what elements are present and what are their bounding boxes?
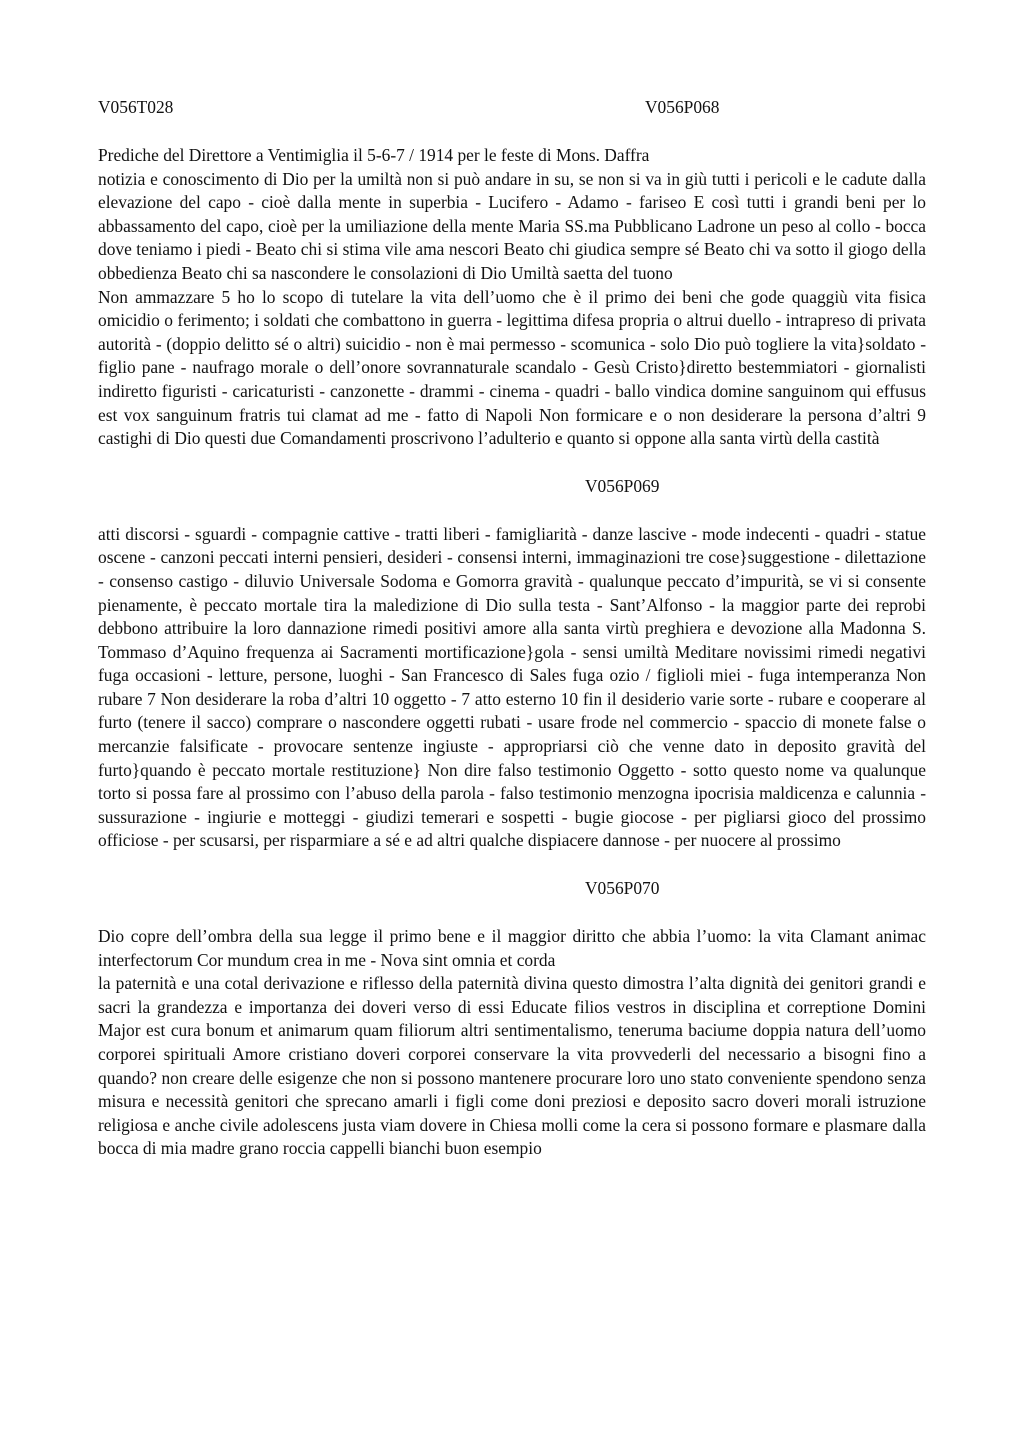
page-code-070: V056P070 [585,878,660,899]
sermon-title: Prediche del Direttore a Ventimiglia il 5-6-7 / 1914 per le feste di Mons. Daffra [98,145,650,165]
document-code: V056T028 [98,97,174,117]
paragraph-chastity-theft-testimony: atti discorsi - sguardi - compagnie cattive - tratti liberi - famigliarità - danze lascive - mode indecenti - quadri - statue oscene - canzoni peccati interni pensieri, desideri - consensi interni, immaginazioni tre cose}suggestione - dilettazione - consenso castigo - diluvio Universale Sodoma e Gomorra gravità - qualunque peccato d’impurità, se vi si consente pienamente, è peccato mortale tira la maledizione di Dio sulla testa - Sant’Alfonso - la maggior parte dei reprobi debbono attribuire la loro dannazione rimedi positivi amore alla santa virtù preghiera e devozione alla Madonna S. Tommaso d’Aquino frequenza ai Sacramenti mortificazione}gola - sensi umiltà Meditare novissimi rimedi negativi fuga occasioni - letture, persone, luoghi - San Francesco di Sales fuga ozio / figlioli miei - fuga intemperanza Non rubare 7 Non desiderare la roba d’altri 10 oggetto - 7 atto esterno 10 fin il desiderio varie sorte - rubare e cooperare al furto (tenere il sacco) comprare o nascondere oggetti rubati - usare frode nel commercio - spaccio di monete false o mercanzie falsificate - provocare sentenze ingiuste - appropriarsi ciò che venne dato in deposito gravità del furto}quando è peccato mortale restituzione} Non dire falso testimonio Oggetto - sotto questo nome va qualunque torto si possa fare al prossimo con l’abuso della parola - falso testimonio menzogna ipocrisia maldicenza e calunnia - sussurazione - ingiurie e motteggi - giudizi temerari e sospetti - bugie giocose - per pigliarsi gioco del prossimo officiose - per scusarsi, per risparmiare a sé e ad altri qualche dispiacere dannose - per nuocere al prossimo [98,523,926,851]
paragraph-humility: notizia e conoscimento di Dio per la umiltà non si può andare in su, se non si va in giù tutti i pericoli e le cadute dalla elevazione del capo - cioè dalla mente in superbia - Lucifero - Adamo - fariseo E così tutti i grandi beni per lo abbassamento del capo, cioè per la umiliazione della mente Maria SS.ma Pubblicano Ladrone un peso al collo - bocca dove teniamo i piedi - Beato chi si stima vile ama nescori Beato chi giudica sempre sé Beato chi va sotto il giogo della obbedienza Beato chi sa nascondere le consolazioni di Dio Umiltà saetta del tuono [98,168,926,283]
paragraph-fifth-commandment: Non ammazzare 5 ho lo scopo di tutelare la vita dell’uomo che è il primo dei beni che gode quaggiù vita fisica omicidio o ferimento; i soldati che combattono in guerra - legittima difesa propria o altrui duello - intrapreso di privata autorità - (doppio delitto sé o altri) suicidio - non è mai permesso - scomunica - solo Dio può togliere la vita}soldato - figlio pane - naufrago morale o dell’onore sovrannaturale scandalo - Gesù Cristo}diretto bestemmiatori - giornalisti indiretto figuristi - caricaturisti - canzonette - drammi - cinema - quadri - ballo vindica domine sanguinom qui effusus est vox sanguinum fratris tui clamat ad me - fatto di Napoli Non formicare e o non desiderare la persona d’altri 9 castighi di Dio questi due Comandamenti proscrivono l’adulterio e quanto si oppone alla santa virtù della castità [98,286,926,449]
page-code-069: V056P069 [585,475,660,496]
paragraph-paternity: la paternità e una cotal derivazione e riflesso della paternità divina questo dimostra l’alta dignità dei genitori grandi e sacri la grandezza e importanza dei doveri verso di essi Educate filios vestros in disciplina et correptione Domini Major est cura bonum et animarum quam filiorum altri sentimentalismo, teneruma baciume doppia natura dell’uomo corporei spirituali Amore cristiano doveri corporei conservare la vita provvederli del necessario a bisogni fino a quando? non creare delle esigenze che non si possono mantenere procurare loro uno stato conveniente spendono senza misura e necessità genitori che sprecano amarli i figli come doni preziosi e deposito sacro doveri morali istruzione religiosa e anche civile adolescens justa viam dovere in Chiesa molli come la cera si possono formare e plasmare dalla bocca di mia madre grano roccia cappelli bianchi buon esempio [98,973,926,1159]
page-header [98,96,926,120]
paragraph-law-of-life: Dio copre dell’ombra della sua legge il primo bene e il maggior diritto che abbia l’uomo: la vita Clamant animac interfectorum Cor mundum crea in me - Nova sint omnia et corda [98,926,926,970]
document-page [98,96,926,1161]
spacer [98,120,926,144]
page-marker-070 [98,877,926,901]
page-marker-069 [98,475,926,499]
page-code-068: V056P068 [645,97,720,117]
